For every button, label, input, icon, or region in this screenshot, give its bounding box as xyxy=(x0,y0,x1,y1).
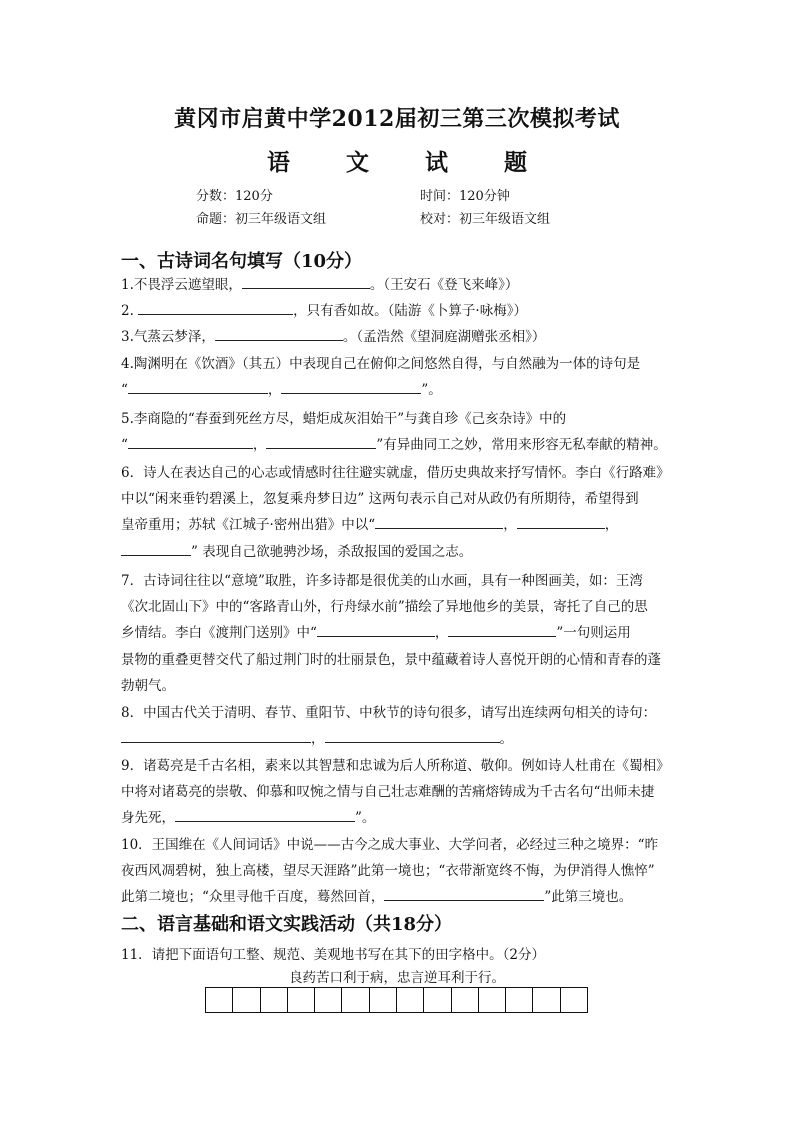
answer-blank[interactable] xyxy=(375,514,503,529)
question-8-line-1: 8．中国古代关于清明、春节、重阳节、中秋节的诗句很多，请写出连续两句相关的诗句： xyxy=(121,705,657,721)
answer-blank[interactable] xyxy=(175,807,355,822)
grid-cell[interactable] xyxy=(233,988,260,1012)
question-5-line-1: 5.李商隐的“春蚕到死丝方尽，蜡炬成灰泪始干”与龚自珍《己亥杂诗》中的 xyxy=(121,411,567,427)
grid-cell[interactable] xyxy=(452,988,479,1012)
comma: ， xyxy=(311,731,325,747)
question-9-line-3 xyxy=(121,805,681,831)
comma: ， xyxy=(267,382,282,398)
time-info: 时间：120分钟 xyxy=(420,189,510,204)
answer-blank[interactable] xyxy=(325,728,500,743)
q3-text-a: 3.气蒸云梦泽， xyxy=(121,329,215,345)
section-2-heading: 二、语言基础和语文实践活动（共18分） xyxy=(121,914,453,935)
quote-open: “ xyxy=(121,437,128,453)
q7-text-c: ”一句则运用 xyxy=(556,625,631,641)
answer-blank[interactable] xyxy=(121,728,311,743)
q5-text-end: ”有异曲同工之妙，常用来形容无私奉献的精神。 xyxy=(376,437,667,453)
proof-info: 校对：初三年级语文组 xyxy=(420,212,551,227)
question-6-line-1: 6．诗人在表达自己的心志或情感时往往避实就虚，借历史典故来抒写情怀。李白《行路难》 xyxy=(121,465,670,481)
q2-text-b: ，只有香如故。（陆游《卜算子·咏梅》） xyxy=(293,303,527,319)
grid-cell[interactable] xyxy=(397,988,424,1012)
grid-cell[interactable] xyxy=(288,988,315,1012)
question-1 xyxy=(121,272,681,298)
question-7-line-4: 景物的重叠更替交代了船过荆门时的壮丽景色，景中蕴藏着诗人喜悦开朗的心情和青春的蓬 xyxy=(121,652,661,668)
answer-blank[interactable] xyxy=(266,434,376,449)
answer-blank[interactable] xyxy=(448,622,556,637)
grid-cell[interactable] xyxy=(506,988,533,1012)
question-4-line-1: 4.陶渊明在《饮酒》（其五）中表现自己在俯仰之间悠然自得，与自然融为一体的诗句是 xyxy=(121,356,641,372)
question-9-line-2: 中将对诸葛亮的崇敬、仰慕和叹惋之情与自己壮志难酬的苦痛熔铸成为千古名句“出师未捷 xyxy=(121,784,655,800)
answer-blank[interactable] xyxy=(384,886,544,901)
question-8-line-2 xyxy=(121,726,681,752)
question-4-line-2 xyxy=(121,377,681,403)
grid-cell[interactable] xyxy=(315,988,342,1012)
comma: ， xyxy=(604,517,619,533)
score-info: 分数：120分 xyxy=(196,189,273,204)
comma: ， xyxy=(252,437,267,453)
question-6-line-3 xyxy=(121,512,681,538)
question-11-line-1: 11．请把下面语句工整、规范、美观地书写在其下的田字格中。（2分） xyxy=(121,947,546,963)
grid-cell[interactable] xyxy=(533,988,560,1012)
answer-blank[interactable] xyxy=(138,300,293,315)
answer-blank[interactable] xyxy=(517,514,605,529)
question-10-line-1: 10．王国维在《人间词话》中说——古今之成大事业、大学问者，必经过三种之境界：“昨 xyxy=(121,837,659,853)
question-6-line-2: 中以“闲来垂钓碧溪上，忽复乘舟梦日边” 这两句表示自己对从政仍有所期待，希望得到 xyxy=(121,491,639,507)
question-10-line-2: 夜西风凋碧树，独上高楼，望尽天涯路”此第一境也；“衣带渐宽终不悔，为伊消得人憔悴” xyxy=(121,863,655,879)
q10-text-b: ”此第三境也。 xyxy=(544,889,633,905)
question-7-line-5: 勃朝气。 xyxy=(121,678,175,694)
q6-text-end: ” 表现自己欲驰骋沙场，杀敌报国的爱国之志。 xyxy=(191,544,473,560)
q9-text-a: 身先死， xyxy=(121,810,175,826)
question-3 xyxy=(121,324,681,350)
quote-open: “ xyxy=(121,382,128,398)
answer-blank[interactable] xyxy=(215,326,343,341)
grid-cell[interactable] xyxy=(424,988,451,1012)
question-2 xyxy=(121,298,681,324)
answer-blank[interactable] xyxy=(128,434,253,449)
q3-text-b: 。（孟浩然《望洞庭湖赠张丞相》） xyxy=(342,329,546,345)
question-6-line-4 xyxy=(121,539,681,565)
quote-close: ”。 xyxy=(421,382,442,398)
answer-blank[interactable] xyxy=(317,622,435,637)
comma: ， xyxy=(434,625,449,641)
answer-blank[interactable] xyxy=(121,541,191,556)
author-info: 命题：初三年级语文组 xyxy=(196,212,327,227)
question-10-line-3 xyxy=(121,884,681,910)
question-9-line-1: 9．诸葛亮是千古名相，素来以其智慧和忠诚为后人所称道、敬仰。例如诗人杜甫在《蜀相》 xyxy=(121,758,670,774)
writing-grid[interactable] xyxy=(205,987,588,1013)
question-5-line-2 xyxy=(121,432,681,458)
comma: ， xyxy=(503,517,517,533)
grid-cell[interactable] xyxy=(479,988,506,1012)
grid-cell[interactable] xyxy=(561,988,587,1012)
period: 。 xyxy=(499,731,513,747)
grid-cell[interactable] xyxy=(261,988,288,1012)
q1-text-b: 。（王安石《登飞来峰》） xyxy=(369,277,519,293)
q6-text-a: 皇帝重用；苏轼《江城子·密州出猎》中以“ xyxy=(121,517,376,533)
grid-cell[interactable] xyxy=(342,988,369,1012)
exam-subtitle: 语 文 试 题 xyxy=(266,149,552,176)
answer-blank[interactable] xyxy=(242,274,370,289)
grid-cell[interactable] xyxy=(370,988,397,1012)
q1-text-a: 1.不畏浮云遮望眼， xyxy=(121,277,242,293)
grid-cell[interactable] xyxy=(206,988,233,1012)
q2-text-a: 2. xyxy=(121,303,139,319)
question-7-line-3 xyxy=(121,620,681,646)
copy-sentence: 良药苦口利于病，忠言逆耳利于行。 xyxy=(289,970,505,986)
section-1-heading: 一、古诗词名句填写（10分） xyxy=(121,251,363,272)
answer-blank[interactable] xyxy=(281,379,421,394)
question-7-line-1: 7．古诗词往往以“意境”取胜，许多诗都是很优美的山水画，具有一种图画美，如：王湾 xyxy=(121,573,643,589)
exam-title: 黄冈市启黄中学2012届初三第三次模拟考试 xyxy=(174,106,620,132)
question-7-line-2: 《次北固山下》中的“客路青山外，行舟绿水前”描绘了异地他乡的美景，寄托了自己的思 xyxy=(121,599,648,615)
answer-blank[interactable] xyxy=(128,379,268,394)
quote-close: ”。 xyxy=(355,810,376,826)
q10-text-a: 此第二境也；“众里寻他千百度，蓦然回首， xyxy=(121,889,385,905)
q7-text-a: 乡情结。李白《渡荆门送别》中“ xyxy=(121,625,317,641)
